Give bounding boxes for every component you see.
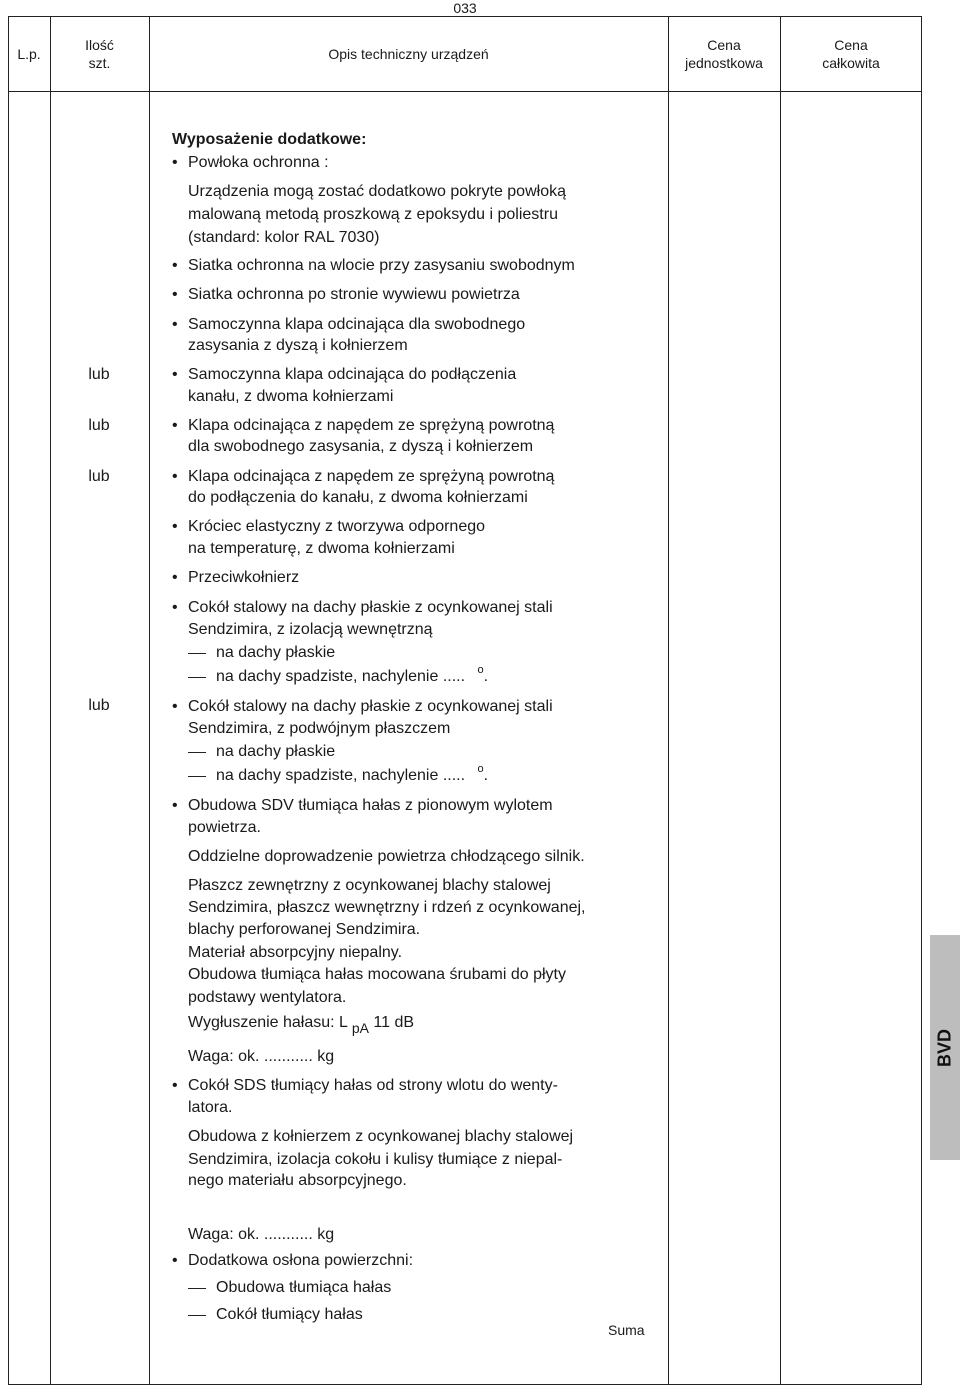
dash-mark [188, 1288, 206, 1289]
list-item-text: Sendzimira, z podwójnym płaszczem [188, 720, 451, 737]
list-item-text: Materiał absorpcyjny niepalny. [188, 944, 403, 961]
list-item-text [216, 763, 489, 787]
degree-sign: o [477, 763, 484, 775]
header-lp: L.p. [17, 46, 41, 62]
header-unit-price [668, 36, 780, 72]
period: . [483, 767, 489, 784]
page-number: 033 [453, 0, 477, 16]
noise-label: Wygłuszenie hałasu: L [188, 1014, 348, 1031]
list-item-text: Urządzenia mogą zostać dodatkowo pokryte powłoką [188, 183, 566, 200]
list-item: • Cokół stalowy na dachy płaskie z ocynkowanej stali [172, 697, 553, 717]
header-total-price [780, 36, 922, 72]
header-total-price-line2: całkowita [822, 55, 880, 71]
list-item: • Cokół SDS tłumiący hałas od strony wlotu do wenty- [172, 1076, 558, 1096]
section-heading: Wyposażenie dodatkowe: [172, 131, 367, 148]
list-item-text: Sendzimira, izolacja cokołu i kulisy tłumiące z niepal- [188, 1151, 563, 1168]
list-item-text: kanału, z dwoma kołnierzami [188, 388, 394, 405]
list-item-text: dla swobodnego zasysania, z dyszą i kołnierzem [188, 438, 534, 455]
list-item-text: na temperaturę, z dwoma kołnierzami [188, 540, 455, 557]
dash-row [0, 1278, 700, 1298]
list-item-text: Sendzimira, z izolacją wewnętrzną [188, 621, 433, 638]
list-item-text: blachy perforowanej Sendzimira. [188, 921, 421, 938]
list-item-text: Oddzielne doprowadzenie powietrza chłodzącego silnik. [188, 848, 585, 865]
list-item-text: malowaną metodą proszkową z epoksydu i poliestru [188, 206, 558, 223]
list-item: • Dodatkowa osłona powierzchni: [172, 1251, 413, 1271]
list-item-text: nego materiału absorpcyjnego. [188, 1172, 407, 1189]
list-item: • Obudowa SDV tłumiąca hałas z pionowym wylotem [172, 796, 553, 816]
list-item: • Klapa odcinająca z napędem ze sprężyną powrotną [172, 467, 554, 487]
header-qty-line1: Ilość [85, 37, 114, 53]
header-unit-price-line1: Cena [707, 37, 741, 53]
column-divider-desc [668, 16, 669, 1385]
list-item-text: latora. [188, 1099, 233, 1116]
header-unit-price-line2: jednostkowa [685, 55, 763, 71]
period: . [483, 668, 489, 685]
lub-label: lub [88, 366, 110, 383]
dash-mark [188, 776, 206, 777]
list-item-text: na dachy płaskie [216, 644, 336, 661]
list-item-text: na dachy płaskie [216, 743, 336, 760]
header-description: Opis techniczny urządzeń [328, 46, 489, 62]
list-item: • Siatka ochronna na wlocie przy zasysaniu swobodnym [172, 256, 575, 276]
list-item-text: Sendzimira, płaszcz wewnętrzny i rdzeń z ocynkowanej, [188, 899, 586, 916]
list-item-text: Obudowa z kołnierzem z ocynkowanej blachy stalowej [188, 1128, 574, 1145]
list-item: • Samoczynna klapa odcinająca dla swobodnego [172, 315, 525, 335]
dash-mark [188, 653, 206, 654]
list-item-text: zasysania z dyszą i kołnierzem [188, 337, 408, 354]
weight-text: Waga: ok. ........... kg [188, 1226, 335, 1243]
noise-reduction-text [188, 1012, 415, 1036]
list-item: • Siatka ochronna po stronie wywiewu powietrza [172, 285, 520, 305]
lub-label: lub [88, 417, 110, 434]
lub-label: lub [88, 468, 110, 485]
dash-mark [188, 752, 206, 753]
list-item-text: Obudowa tłumiąca hałas [216, 1279, 392, 1296]
list-item-text: podstawy wentylatora. [188, 989, 347, 1006]
dash-mark [188, 1315, 206, 1316]
header-total-price-line1: Cena [834, 37, 868, 53]
list-item-text [216, 664, 489, 688]
dash-row [0, 1305, 700, 1325]
list-item: • Samoczynna klapa odcinająca do podłączenia [172, 365, 516, 385]
lub-label: lub [88, 697, 110, 714]
dash-row [0, 742, 700, 762]
dash-row [0, 763, 700, 786]
slope-text: na dachy spadziste, nachylenie ..... [216, 668, 466, 685]
list-item: • Cokół stalowy na dachy płaskie z ocynkowanej stali [172, 598, 553, 618]
list-item-text: powietrza. [188, 819, 261, 836]
dash-mark [188, 677, 206, 678]
dash-row [0, 664, 700, 687]
header-qty [50, 36, 149, 72]
column-divider-unit [780, 16, 781, 1385]
header-qty-line2: szt. [88, 55, 111, 71]
list-item: • Króciec elastyczny z tworzywa odpornego [172, 517, 485, 537]
slope-text: na dachy spadziste, nachylenie ..... [216, 767, 466, 784]
noise-value: 11 dB [373, 1014, 415, 1031]
list-item-text: (standard: kolor RAL 7030) [188, 229, 380, 246]
list-item: • Przeciwkołnierz [172, 568, 299, 588]
side-tab-text: BVD [934, 1028, 955, 1068]
noise-subscript: pA [351, 1020, 369, 1036]
list-item: • Klapa odcinająca z napędem ze sprężyną powrotną [172, 416, 554, 436]
list-item: • Powłoka ochronna : [172, 153, 329, 173]
header-divider [8, 91, 922, 92]
list-item-text: Obudowa tłumiąca hałas mocowana śrubami do płyty [188, 966, 566, 983]
list-item-text: do podłączenia do kanału, z dwoma kołnierzami [188, 489, 528, 506]
sum-label: Suma [608, 1322, 645, 1338]
list-item-text: Płaszcz zewnętrzny z ocynkowanej blachy stalowej [188, 877, 551, 894]
degree-sign: o [477, 664, 484, 676]
weight-text: Waga: ok. ........... kg [188, 1048, 335, 1065]
column-divider-qty [149, 16, 150, 1385]
list-item-text: Cokół tłumiący hałas [216, 1306, 363, 1323]
dash-row [0, 643, 700, 663]
